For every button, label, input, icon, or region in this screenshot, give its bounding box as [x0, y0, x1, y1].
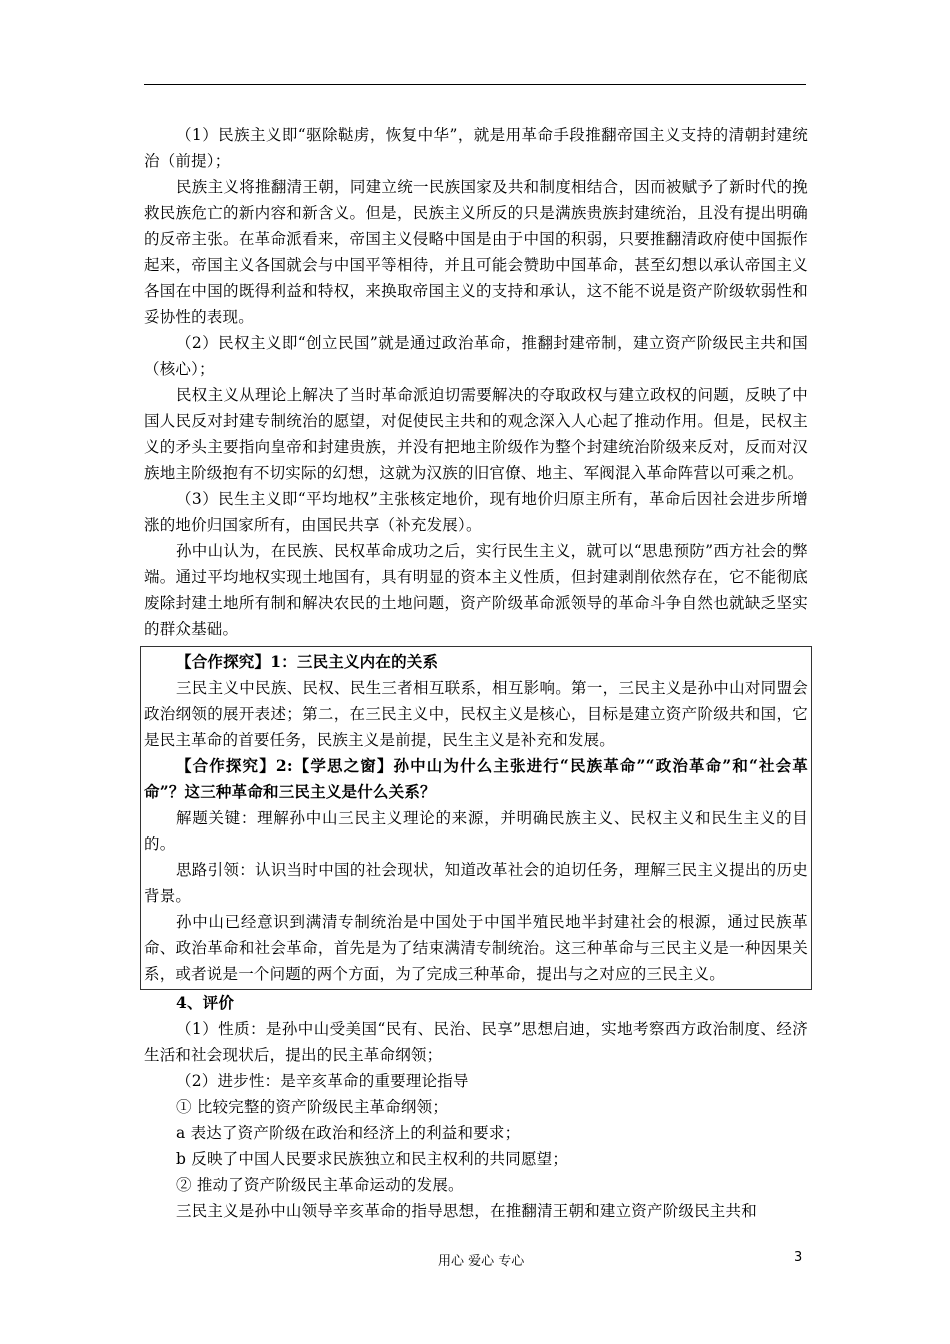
page-number: 3 [794, 1250, 803, 1265]
evaluation-nature: （1）性质：是孙中山受美国“民有、民治、民享”思想启迪，实地考察西方政治制度、经济生活和社会现状后，提出的民主革命纲领； [144, 1020, 808, 1064]
evaluation-last: 三民主义是孙中山领导辛亥革命的指导思想，在推翻清王朝和建立资产阶级民主共和 [176, 1202, 757, 1220]
footer-motto: 用心 爱心 专心 [438, 1254, 525, 1269]
page-content [144, 122, 808, 1224]
inquiry-heading-2: 【合作探究】2:【学思之窗】孙中山为什么主张进行“民族革命”“政治革命”和“社会革命”？这三种革命和三民主义是什么关系？ [144, 756, 808, 801]
cooperative-inquiry-box [140, 646, 812, 990]
paragraph-nationalism: （1）民族主义即“驱除鞑虏，恢复中华”，就是用革命手段推翻帝国主义支持的清朝封建统治（前提）； [144, 126, 808, 170]
paragraph-democracy: （2）民权主义即“创立民国”就是通过政治革命，推翻封建帝制，建立资产阶级民主共和国（核心）； [144, 334, 808, 378]
evaluation-point-a: a 表达了资产阶级在政治和经济上的利益和要求； [176, 1124, 521, 1142]
evaluation-point-2: ② 推动了资产阶级民主革命运动的发展。 [176, 1176, 464, 1194]
paragraph-democracy-analysis: 民权主义从理论上解决了当时革命派迫切需要解决的夺取政权与建立政权的问题，反映了中国人民反对封建专制统治的愿望，对促使民主共和的观念深入人心起了推动作用。但是，民权主义的矛头主要指向皇帝和封建贵族，并没有把地主阶级作为整个封建统治阶级来反对，反而对汉族地主阶级抱有不切实际的幻想，这就为汉族的旧官僚、地主、军阀混入革命阵营以可乘之机。 [144, 386, 808, 482]
inquiry-guide: 思路引领：认识当时中国的社会现状，知道改革社会的迫切任务，理解三民主义提出的历史背景。 [144, 861, 808, 905]
paragraph-livelihood-analysis: 孙中山认为，在民族、民权革命成功之后，实行民生主义，就可以“思患预防”西方社会的弊端。通过平均地权实现土地国有，具有明显的资本主义性质，但封建剥削依然存在，它不能彻底废除封建土地所有制和解决农民的土地问题，资产阶级革命派领导的革命斗争自然也就缺乏坚实的群众基础。 [144, 542, 808, 638]
evaluation-progress: （2）进步性：是辛亥革命的重要理论指导 [176, 1072, 469, 1090]
paragraph-livelihood: （3）民生主义即“平均地权”主张核定地价，现有地价归原主所有，革命后因社会进步所增涨的地价归国家所有，由国民共享（补充发展）。 [144, 490, 808, 534]
section-heading-evaluation: 4、评价 [176, 993, 235, 1012]
header-rule [144, 84, 806, 85]
inquiry-text-1: 三民主义中民族、民权、民生三者相互联系，相互影响。第一，三民主义是孙中山对同盟会政治纲领的展开表述；第二，在三民主义中，民权主义是核心，目标是建立资产阶级共和国，它是民主革命的首要任务，民族主义是前提，民生主义是补充和发展。 [144, 679, 808, 749]
inquiry-heading-1: 【合作探究】1：三民主义内在的关系 [176, 652, 439, 671]
evaluation-point-1: ① 比较完整的资产阶级民主革命纲领； [176, 1098, 449, 1116]
inquiry-key: 解题关键：理解孙中山三民主义理论的来源，并明确民族主义、民权主义和民生主义的目的。 [144, 809, 808, 853]
paragraph-nationalism-analysis: 民族主义将推翻清王朝，同建立统一民族国家及共和制度相结合，因而被赋予了新时代的挽救民族危亡的新内容和新含义。但是，民族主义所反的只是满族贵族封建统治，且没有提出明确的反帝主张。在革命派看来，帝国主义侵略中国是由于中国的积弱，只要推翻清政府使中国振作起来，帝国主义各国就会与中国平等相待，并且可能会赞助中国革命，甚至幻想以承认帝国主义各国在中国的既得利益和特权，来换取帝国主义的支持和承认，这不能不说是资产阶级软弱性和妥协性的表现。 [144, 178, 808, 326]
inquiry-answer: 孙中山已经意识到满清专制统治是中国处于中国半殖民地半封建社会的根源，通过民族革命、政治革命和社会革命，首先是为了结束满清专制统治。这三种革命与三民主义是一种因果关系，或者说是一个问题的两个方面，为了完成三种革命，提出与之对应的三民主义。 [144, 913, 808, 983]
evaluation-point-b: b 反映了中国人民要求民族独立和民主权利的共同愿望； [176, 1150, 569, 1168]
